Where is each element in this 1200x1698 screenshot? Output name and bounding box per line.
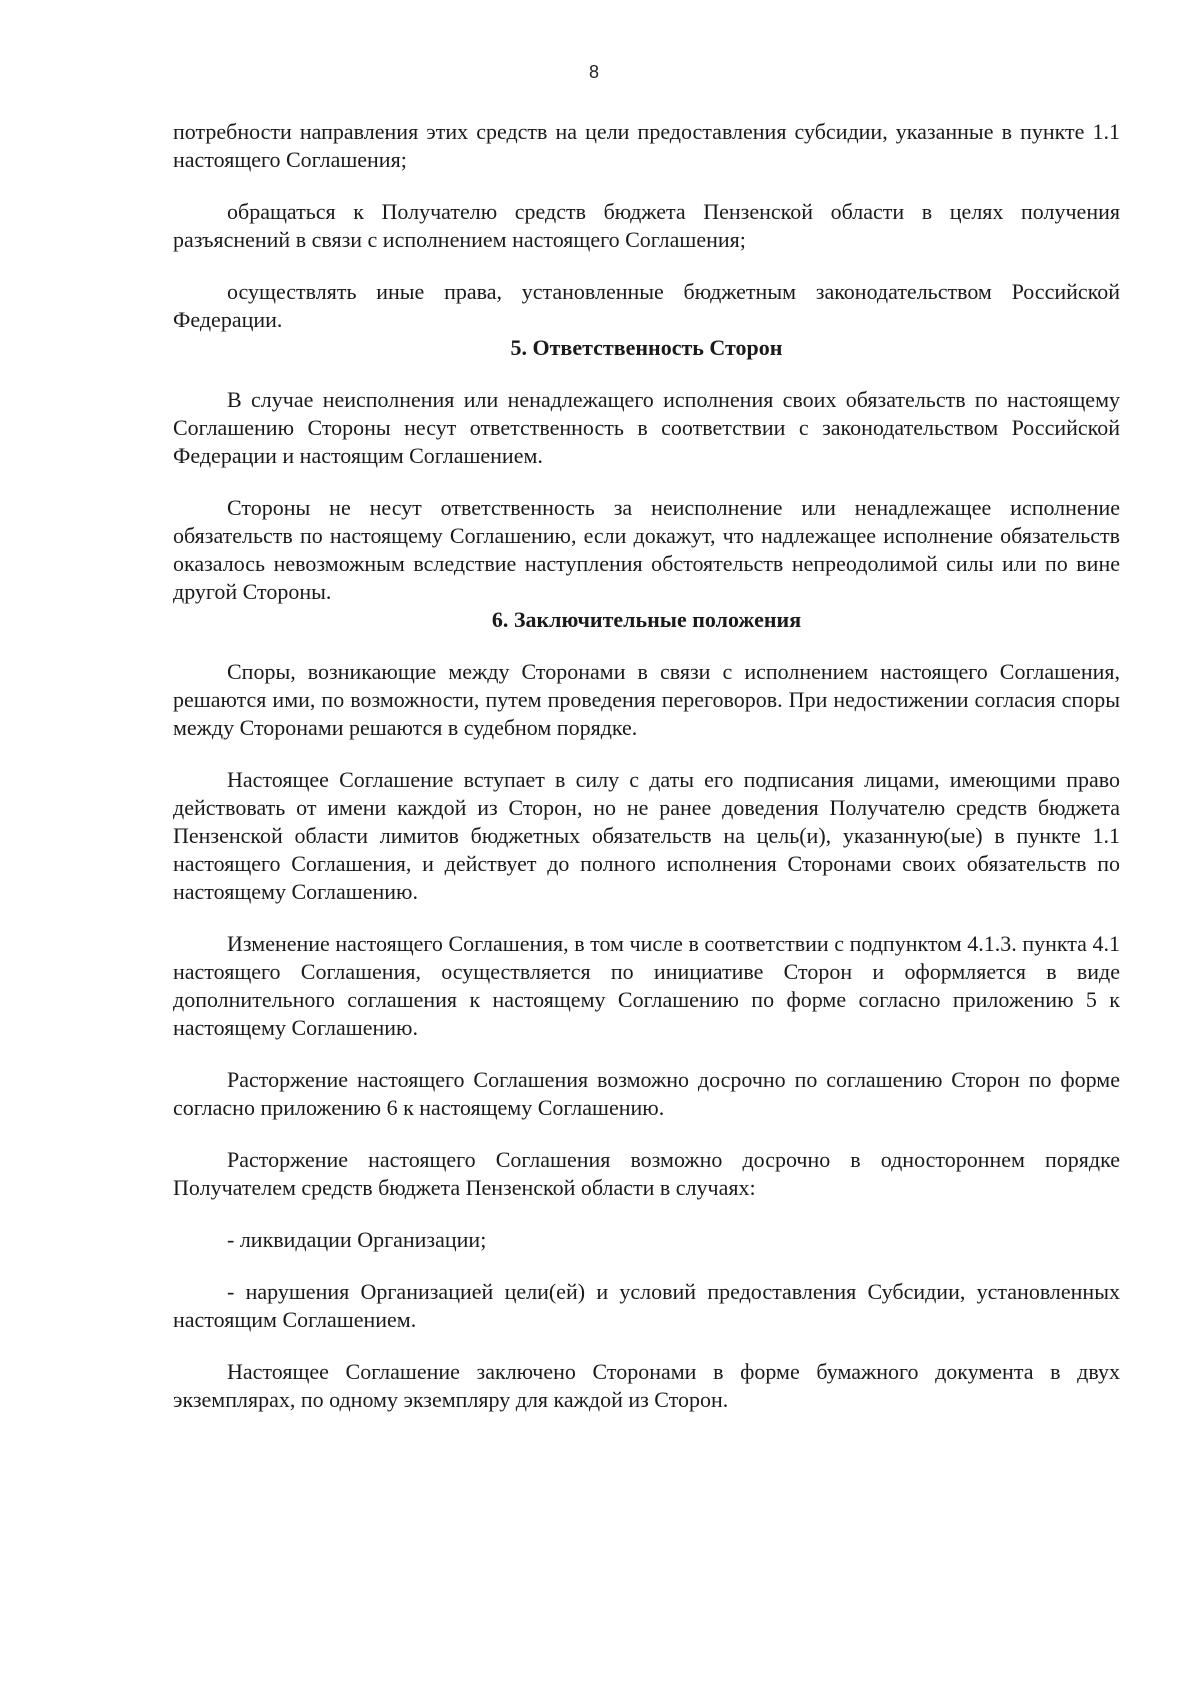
list-item-violation: - нарушения Организацией цели(ей) и условий предоставления Субсидии, установленных настоящим Соглашением. (173, 1279, 1120, 1332)
paragraph-force-majeure: Стороны не несут ответственность за неисполнение или ненадлежащее исполнение обязательств по настоящему Соглашению, если докажут, что надлежащее исполнение обязательств оказалось невозможным вследствие наступления обстоятельств непреодолимой силы или по вине другой Стороны. (173, 495, 1120, 604)
paragraph-liability: В случае неисполнения или ненадлежащего исполнения своих обязательств по настоящему Соглашению Стороны несут ответственность в соответствии с законодательством Российской Федерации и настоящим Соглашением. (173, 387, 1120, 468)
paragraph-entry-into-force: Настоящее Соглашение вступает в силу с даты его подписания лицами, имеющими право действовать от имени каждой из Сторон, но не ранее доведения Получателю средств бюджета Пензенской области лимитов бюджетных обязательств на цель(и), указанную(ые) в пункте 1.1 настоящего Соглашения, и действует до полного исполнения Сторонами своих обязательств по настоящему Соглашению. (173, 767, 1120, 904)
paragraph-amendment: Изменение настоящего Соглашения, в том числе в соответствии с подпунктом 4.1.3. пункта 4.1 настоящего Соглашения, осуществляется по инициативе Сторон и оформляется в виде дополнительного соглашения к настоящему Соглашению по форме согласно приложению 5 к настоящему Соглашению. (173, 931, 1120, 1040)
section-heading-final-provisions: 6. Заключительные положения (491, 607, 802, 632)
paragraph-copies: Настоящее Соглашение заключено Сторонами в форме бумажного документа в двух экземплярах, по одному экземпляру для каждой из Сторон. (173, 1359, 1120, 1412)
section-heading-responsibility: 5. Ответственность Сторон (510, 335, 783, 360)
paragraph-subsidy-needs: потребности направления этих средств на цели предоставления субсидии, указанные в пункте 1.1 настоящего Соглашения; (173, 119, 1120, 172)
paragraph-other-rights: осуществлять иные права, установленные бюджетным законодательством Российской Федерации. (173, 279, 1120, 332)
paragraph-termination-by-agreement: Расторжение настоящего Соглашения возможно досрочно по соглашению Сторон по форме согласно приложению 6 к настоящему Соглашению. (173, 1067, 1120, 1120)
paragraph-unilateral-termination: Расторжение настоящего Соглашения возможно досрочно в одностороннем порядке Получателем средств бюджета Пензенской области в случаях: (173, 1147, 1120, 1200)
paragraph-disputes: Споры, возникающие между Сторонами в связи с исполнением настоящего Соглашения, решаются ими, по возможности, путем проведения переговоров. При недостижении согласия споры между Сторонами решаются в судебном порядке. (173, 659, 1120, 740)
paragraph-request-clarifications: обращаться к Получателю средств бюджета Пензенской области в целях получения разъяснений в связи с исполнением настоящего Соглашения; (173, 199, 1120, 252)
list-item-liquidation: - ликвидации Организации; (227, 1227, 487, 1252)
document-body (173, 118, 1120, 1414)
page-number: 8 (588, 62, 599, 82)
